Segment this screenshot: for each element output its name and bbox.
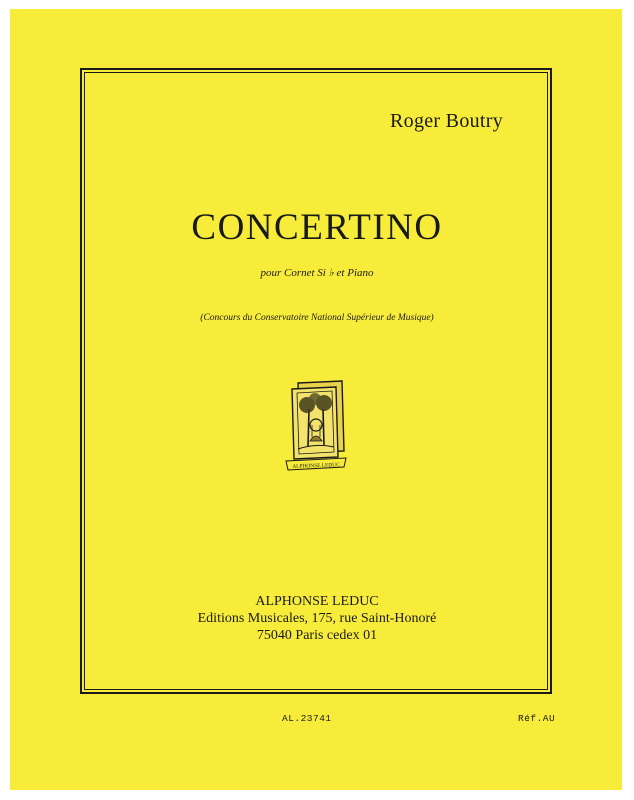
catalog-number: AL.23741 [282, 713, 332, 724]
publisher-emblem-icon [284, 379, 348, 471]
publisher-block [0, 593, 634, 644]
work-title: CONCERTINO [191, 207, 443, 248]
instrumentation-subtitle: pour Cornet Si ♭ et Piano [260, 267, 374, 279]
competition-note: (Concours du Conservatoire National Supérieur de Musique) [200, 313, 434, 323]
publisher-address-line2: 75040 Paris cedex 01 [256, 628, 378, 643]
publisher-address-line1: Editions Musicales, 175, rue Saint-Honoré [197, 611, 437, 626]
emblem-ribbon-text: ALPHONSE LEDUC [292, 462, 340, 470]
composer-name: Roger Boutry [390, 110, 504, 132]
reference-code: Réf.AU [518, 713, 556, 724]
publisher-name: ALPHONSE LEDUC [255, 594, 379, 609]
